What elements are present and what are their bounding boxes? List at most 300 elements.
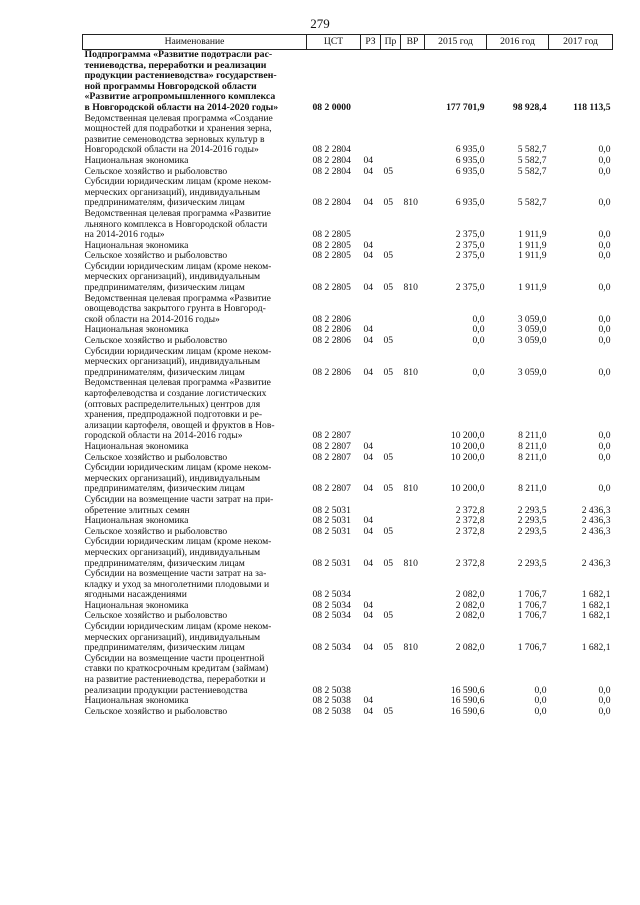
row-name-line: Национальная экономика [84,515,189,527]
row-2017: 0,0 [598,154,611,166]
row-vr [401,167,425,178]
row-name-line: на 2014-2016 годы» [84,229,165,241]
row-2016: 2 293,5 [517,525,547,537]
row-name-line: Национальная экономика [84,154,189,166]
row-pr: 05 [383,165,394,177]
row-vr [401,442,425,453]
row-vr: 810 [403,197,418,209]
row-pr [381,156,401,167]
row-2017: 0,0 [598,684,611,696]
row-vr: 810 [403,366,418,378]
row-vr [401,241,425,252]
row-2017: 0,0 [598,229,611,241]
row-name [83,463,307,495]
table-row [83,50,613,114]
row-2015: 2 082,0 [455,599,485,611]
row-vr [401,209,425,241]
row-rz [361,114,381,156]
row-vr [401,251,425,262]
row-name-line: ной программы Новгородской области [84,80,257,92]
row-pr: 05 [383,557,394,569]
row-name-line: реализации продукции растениеводства [84,684,248,696]
row-name-line: Сельское хозяйство и рыболовство [84,165,228,177]
row-2015: 2 375,0 [455,239,485,251]
row-2015: 2 372,8 [455,525,485,537]
row-2016: 1 911,9 [518,239,547,251]
row-2016: 3 059,0 [517,324,547,336]
row-name-line: развитие семеноводства зерновых культур в [84,133,265,145]
row-2017: 1 682,1 [581,599,611,611]
header-pr: Пр [381,35,401,50]
row-name-line: Субсидии юридическим лицам (кроме неком- [84,462,272,474]
row-2015: 177 701,9 [446,101,485,113]
row-2015: 2 375,0 [455,229,485,241]
row-rz [361,569,381,601]
row-name-line: Национальная экономика [84,599,189,611]
header-2016: 2016 год [487,35,549,50]
row-name [83,442,307,453]
row-2015: 0,0 [472,313,485,325]
row-rz: 04 [363,515,374,527]
row-rz [361,50,381,114]
row-2016: 5 582,7 [517,144,547,156]
row-name-line: Подпрограмма «Развитие подотрасли рас- [84,49,273,60]
row-2017: 1 682,1 [581,589,611,601]
row-name-line: мощностей для подработки и хранения зерна, [84,123,272,135]
row-rz: 04 [363,324,374,336]
table-row [83,294,613,326]
row-rz: 04 [363,610,374,622]
row-2017: 0,0 [598,144,611,156]
row-2016: 5 582,7 [517,154,547,166]
row-name-line: Ведомственная целевая программа «Создание [84,112,273,124]
row-2017: 0,0 [598,197,611,209]
row-name-line: мерческих организаций), индивидуальным [84,356,261,368]
row-name-line: Ведомственная целевая программа «Развитие [84,207,271,219]
row-name-line: Ведомственная целевая программа «Развитие [84,377,271,389]
row-2015: 0,0 [472,366,485,378]
row-2015: 6 935,0 [455,154,485,166]
row-name-line: Субсидии юридическим лицам (кроме неком- [84,621,272,633]
row-2017: 1 682,1 [581,642,611,654]
row-rz: 04 [363,451,374,463]
header-rz: РЗ [361,35,381,50]
row-name-line: хранения, предпродажной подготовки и ре- [84,409,263,421]
row-2017: 0,0 [598,451,611,463]
row-rz: 04 [363,557,374,569]
row-2016: 5 582,7 [517,165,547,177]
row-vr [401,601,425,612]
row-rz: 04 [363,525,374,537]
row-cst: 08 2 2805 [312,282,351,294]
row-pr [381,569,401,601]
row-cst: 08 2 5038 [312,684,351,696]
row-2015: 16 590,6 [450,705,485,717]
row-cst: 08 2 5038 [312,695,351,707]
row-name [83,495,307,516]
row-2015: 10 200,0 [450,483,485,495]
row-name-line: Национальная экономика [84,324,189,336]
row-pr: 05 [383,197,394,209]
row-cst: 08 2 5031 [312,557,351,569]
row-2015: 16 590,6 [450,695,485,707]
row-name-line: предпринимателям, физическим лицам [84,366,245,378]
row-cst: 08 2 2806 [312,335,351,347]
row-cst: 08 2 2807 [312,451,351,463]
row-2015: 6 935,0 [455,197,485,209]
row-name-line: овощеводства закрытого грунта в Новгород- [84,303,266,315]
row-name-line: Сельское хозяйство и рыболовство [84,525,228,537]
row-vr [401,611,425,622]
table-row [83,177,613,209]
row-name [83,378,307,442]
table-header-row [83,35,613,50]
row-pr: 05 [383,642,394,654]
row-2016: 8 211,0 [518,483,547,495]
row-pr [381,654,401,696]
row-cst: 08 2 2806 [312,324,351,336]
row-vr [401,495,425,516]
row-2017: 0,0 [598,695,611,707]
row-name-line: мерческих организаций), индивидуальным [84,472,261,484]
row-name-line: ставки по краткосрочным кредитам (займам) [84,663,269,675]
row-name-line: Сельское хозяйство и рыболовство [84,705,228,717]
row-2015: 2 372,8 [455,557,485,569]
table-row [83,262,613,294]
row-name-line: мерческих организаций), индивидуальным [84,186,261,198]
row-vr [401,569,425,601]
row-2015: 0,0 [472,324,485,336]
row-2017: 2 436,3 [581,504,611,516]
row-vr [401,654,425,696]
row-rz: 04 [363,165,374,177]
row-cst: 08 2 5031 [312,504,351,516]
row-2015: 2 372,8 [455,504,485,516]
row-cst: 08 2 2807 [312,440,351,452]
row-vr: 810 [403,642,418,654]
row-2015: 0,0 [472,335,485,347]
row-pr [381,50,401,114]
row-name-line: Новгородской области на 2014-2016 годы» [84,144,259,156]
table-row [83,378,613,442]
row-name-line: продукции растениеводства» государствен- [84,70,277,82]
row-pr: 05 [383,610,394,622]
row-2017: 118 113,5 [573,101,611,113]
header-2015: 2015 год [425,35,487,50]
table-row [83,463,613,495]
row-name-line: льняного комплекса в Новгородской области [84,218,268,230]
row-name-line: предпринимателям, физическим лицам [84,642,245,654]
row-name-line: мерческих организаций), индивидуальным [84,631,261,643]
row-2017: 0,0 [598,250,611,262]
row-name [83,177,307,209]
row-2015: 10 200,0 [450,440,485,452]
row-name-line: (оптовых распределительных) центров для [84,398,261,410]
row-name-line: Ведомственная целевая программа «Развитие [84,292,271,304]
row-vr [401,707,425,718]
row-vr [401,516,425,527]
row-rz: 04 [363,335,374,347]
row-rz [361,495,381,516]
row-vr [401,378,425,442]
row-name-line: Сельское хозяйство и рыболовство [84,610,228,622]
row-vr [401,156,425,167]
row-rz: 04 [363,440,374,452]
row-pr: 05 [383,525,394,537]
row-pr [381,114,401,156]
row-rz: 04 [363,197,374,209]
table-row [83,569,613,601]
row-rz: 04 [363,705,374,717]
table-row [83,442,613,453]
row-pr: 05 [383,705,394,717]
table-body [83,50,613,718]
row-cst: 08 2 5034 [312,599,351,611]
row-rz: 04 [363,483,374,495]
row-2017: 0,0 [598,282,611,294]
row-2017: 0,0 [598,239,611,251]
row-2017: 0,0 [598,705,611,717]
row-vr [401,114,425,156]
row-cst: 08 2 2805 [312,239,351,251]
row-2016: 0,0 [534,705,547,717]
row-vr: 810 [403,483,418,495]
row-name [83,156,307,167]
row-2016: 1 706,7 [517,642,547,654]
row-name-line: «Развитие агропромышленного комплекса [84,91,276,103]
row-rz: 04 [363,599,374,611]
row-name-line: Субсидии на возмещение части затрат на за- [84,568,267,580]
row-cst: 08 2 2805 [312,250,351,262]
row-2016: 8 211,0 [518,440,547,452]
row-name [83,537,307,569]
row-name-line: тениеводства, переработки и реализации [84,59,267,71]
row-2015: 2 372,8 [455,515,485,527]
row-name-line: Сельское хозяйство и рыболовство [84,451,228,463]
row-2016: 3 059,0 [517,366,547,378]
row-name-line: мерческих организаций), индивидуальным [84,271,261,283]
table-row [83,156,613,167]
row-cst: 08 2 2807 [312,430,351,442]
row-cst: 08 2 5038 [312,705,351,717]
row-name [83,50,307,114]
row-cst: 08 2 2804 [312,197,351,209]
row-rz: 04 [363,250,374,262]
row-2016: 1 911,9 [518,282,547,294]
row-2016: 2 293,5 [517,504,547,516]
row-cst: 08 2 5034 [312,610,351,622]
row-2015: 2 082,0 [455,642,485,654]
row-2016: 1 911,9 [518,250,547,262]
row-2017: 1 682,1 [581,610,611,622]
row-name-line: предпринимателям, физическим лицам [84,483,245,495]
table-row [83,114,613,156]
header-2017: 2017 год [549,35,613,50]
row-pr: 05 [383,335,394,347]
row-name-line: городской области на 2014-2016 годы» [84,430,243,442]
row-name-line: картофелеводства и создание логистических [84,388,267,399]
row-pr: 05 [383,282,394,294]
row-name-line: ягодными насаждениями [84,589,187,601]
row-2015: 10 200,0 [450,430,485,442]
page-number: 279 [310,16,330,31]
row-rz [361,294,381,326]
row-2016: 98 928,4 [512,101,547,113]
row-2015: 16 590,6 [450,684,485,696]
row-rz: 04 [363,282,374,294]
row-vr [401,294,425,326]
row-name-line: Субсидии юридическим лицам (кроме неком- [84,536,272,548]
row-name-line: Сельское хозяйство и рыболовство [84,250,228,262]
row-name [83,707,307,718]
row-rz [361,378,381,442]
row-name-line: предпринимателям, физическим лицам [84,282,245,294]
row-pr [381,378,401,442]
row-cst: 08 2 5034 [312,589,351,601]
table-row [83,495,613,516]
row-2016: 3 059,0 [517,335,547,347]
row-2015: 2 082,0 [455,610,485,622]
row-2017: 0,0 [598,430,611,442]
row-rz: 04 [363,239,374,251]
row-pr: 05 [383,451,394,463]
row-2017: 0,0 [598,440,611,452]
header-cst: ЦСТ [307,35,361,50]
row-name [83,654,307,696]
row-vr [401,696,425,707]
row-cst: 08 2 2806 [312,366,351,378]
table-row [83,347,613,379]
row-2017: 0,0 [598,335,611,347]
row-2017: 2 436,3 [581,557,611,569]
row-cst: 08 2 2805 [312,229,351,241]
row-vr [401,325,425,336]
row-pr [381,442,401,453]
row-2016: 0,0 [534,695,547,707]
row-2016: 3 059,0 [517,313,547,325]
row-name-line: кладку и уход за многолетними плодовыми и [84,578,270,590]
row-name-line: Национальная экономика [84,239,189,251]
row-cst: 08 2 2807 [312,483,351,495]
row-2015: 2 082,0 [455,589,485,601]
row-cst: 08 2 2804 [312,165,351,177]
row-pr [381,209,401,241]
row-vr [401,50,425,114]
row-name [83,262,307,294]
row-name-line: предпринимателям, физическим лицам [84,557,245,569]
row-rz [361,209,381,241]
row-2017: 0,0 [598,483,611,495]
header-vr: ВР [401,35,425,50]
row-pr [381,294,401,326]
row-name [83,294,307,326]
row-rz: 04 [363,642,374,654]
row-2016: 8 211,0 [518,451,547,463]
row-name [83,622,307,654]
row-name-line: Сельское хозяйство и рыболовство [84,335,228,347]
row-2017: 2 436,3 [581,525,611,537]
row-vr [401,527,425,538]
header-name: Наименование [83,35,307,50]
row-vr: 810 [403,282,418,294]
row-name-line: на развитие растениеводства, переработки и [84,674,266,686]
row-vr: 810 [403,557,418,569]
row-pr: 05 [383,366,394,378]
row-name-line: Национальная экономика [84,695,189,707]
table-row [83,707,613,718]
row-name [83,347,307,379]
row-2015: 6 935,0 [455,165,485,177]
row-name-line: Субсидии юридическим лицам (кроме неком- [84,176,272,188]
row-2016: 1 911,9 [518,229,547,241]
row-name-line: Субсидии на возмещение части процентной [84,652,265,664]
row-2016: 5 582,7 [517,197,547,209]
row-name [83,114,307,156]
table-row [83,654,613,696]
table-row [83,622,613,654]
row-2016: 2 293,5 [517,557,547,569]
row-2015: 2 375,0 [455,282,485,294]
row-2015: 6 935,0 [455,144,485,156]
row-2017: 0,0 [598,165,611,177]
row-2017: 0,0 [598,324,611,336]
row-name-line: мерческих организаций), индивидуальным [84,546,261,558]
row-2015: 2 375,0 [455,250,485,262]
row-cst: 08 2 2806 [312,313,351,325]
row-2015: 10 200,0 [450,451,485,463]
row-2017: 2 436,3 [581,515,611,527]
row-name-line: Субсидии на возмещение части затрат на при- [84,493,274,505]
row-pr: 05 [383,483,394,495]
row-cst: 08 2 5031 [312,515,351,527]
row-rz: 04 [363,366,374,378]
row-vr [401,336,425,347]
row-name-line: обретение элитных семян [84,504,190,516]
row-2017: 0,0 [598,366,611,378]
row-2016: 8 211,0 [518,430,547,442]
row-rz [361,654,381,696]
row-2017: 0,0 [598,313,611,325]
row-name-line: Национальная экономика [84,440,189,452]
row-name-line: ской области на 2014-2016 годы» [84,313,220,325]
row-name-line: Субсидии юридическим лицам (кроме неком- [84,345,272,357]
row-cst: 08 2 0000 [312,101,351,113]
row-2016: 0,0 [534,684,547,696]
row-cst: 08 2 5034 [312,642,351,654]
row-name [83,569,307,601]
row-name-line: Субсидии юридическим лицам (кроме неком- [84,260,272,272]
row-name-line: ализации картофеля, овощей и фруктов в Нов- [84,419,275,431]
row-cst: 08 2 5031 [312,525,351,537]
row-pr: 05 [383,250,394,262]
row-name-line: предпринимателям, физическим лицам [84,197,245,209]
row-name [83,209,307,241]
row-cst: 08 2 2804 [312,154,351,166]
row-vr [401,453,425,464]
row-2016: 2 293,5 [517,515,547,527]
table-row [83,537,613,569]
row-2016: 1 706,7 [517,599,547,611]
table-row [83,209,613,241]
row-rz: 04 [363,695,374,707]
budget-table [82,34,613,717]
row-pr [381,495,401,516]
row-name-line: в Новгородской области на 2014-2020 годы» [84,101,279,113]
row-rz: 04 [363,154,374,166]
row-2016: 1 706,7 [517,610,547,622]
row-2016: 1 706,7 [517,589,547,601]
row-cst: 08 2 2804 [312,144,351,156]
